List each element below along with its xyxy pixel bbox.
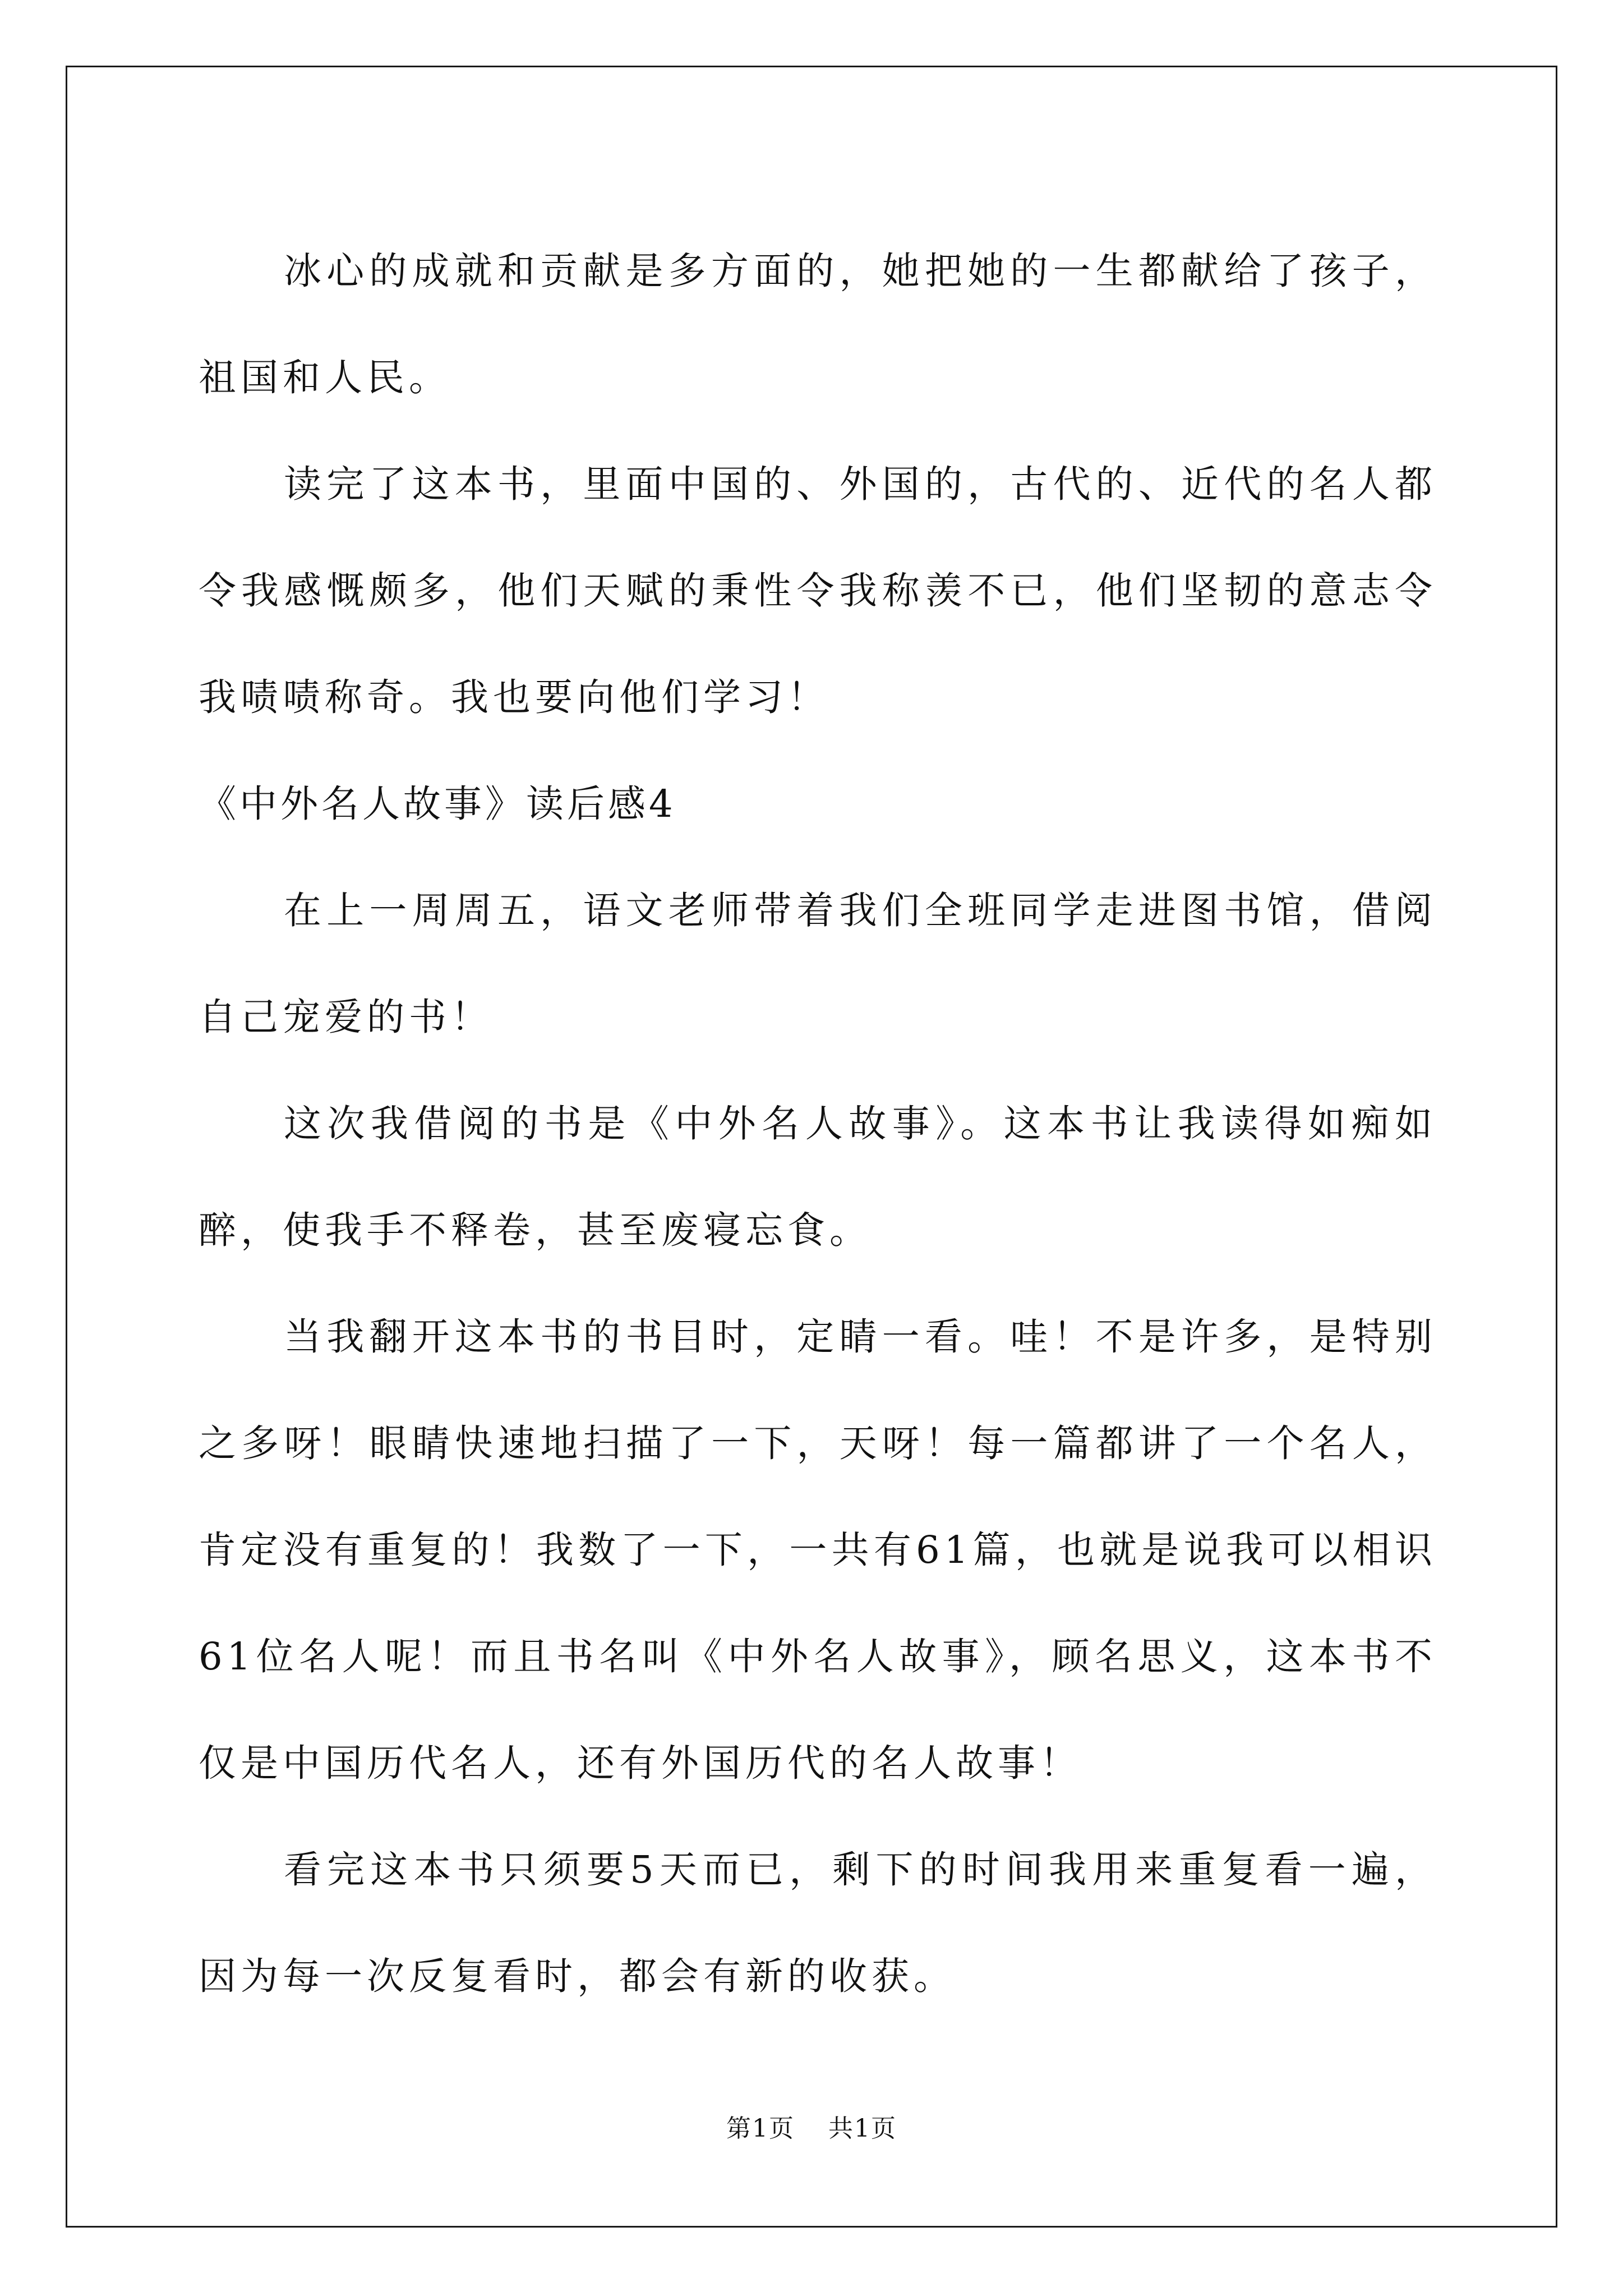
paragraph-book-borrowed: 这次我借阅的书是《中外名人故事》。这本书让我读得如痴如醉，使我手不释卷，甚至废寝忘食。 — [199, 1102, 1437, 1252]
document-body — [199, 218, 1437, 2030]
page-footer — [0, 2108, 1623, 2144]
page-number-total: 共1页 — [828, 2114, 897, 2143]
paragraph-finished-reading: 看完这本书只须要5天而已，剩下的时间我用来重复看一遍，因为每一次反复看时，都会有新的收获。 — [199, 1848, 1437, 1998]
section-heading: 《中外名人故事》读后感4 — [199, 782, 676, 826]
page-number-current: 第1页 — [726, 2114, 795, 2143]
paragraph-library-visit: 在上一周周五，语文老师带着我们全班同学走进图书馆，借阅自己宠爱的书！ — [199, 889, 1437, 1039]
paragraph-bingxin-contribution: 冰心的成就和贡献是多方面的，她把她的一生都献给了孩子，祖国和人民。 — [199, 249, 1437, 399]
paragraph-reading-reflection: 读完了这本书，里面中国的、外国的，古代的、近代的名人都令我感慨颇多，他们天赋的秉性令我称羡不已，他们坚韧的意志令我啧啧称奇。我也要向他们学习！ — [199, 462, 1437, 719]
paragraph-table-of-contents: 当我翻开这本书的书目时，定睛一看。哇！不是许多，是特别之多呀！眼睛快速地扫描了一下，天呀！每一篇都讲了一个名人，肯定没有重复的！我数了一下，一共有61篇，也就是说我可以相识61位名人呢！而且书名叫《中外名人故事》，顾名思义，这本书不仅是中国历代名人，还有外国历代的名人故事！ — [199, 1315, 1437, 1785]
